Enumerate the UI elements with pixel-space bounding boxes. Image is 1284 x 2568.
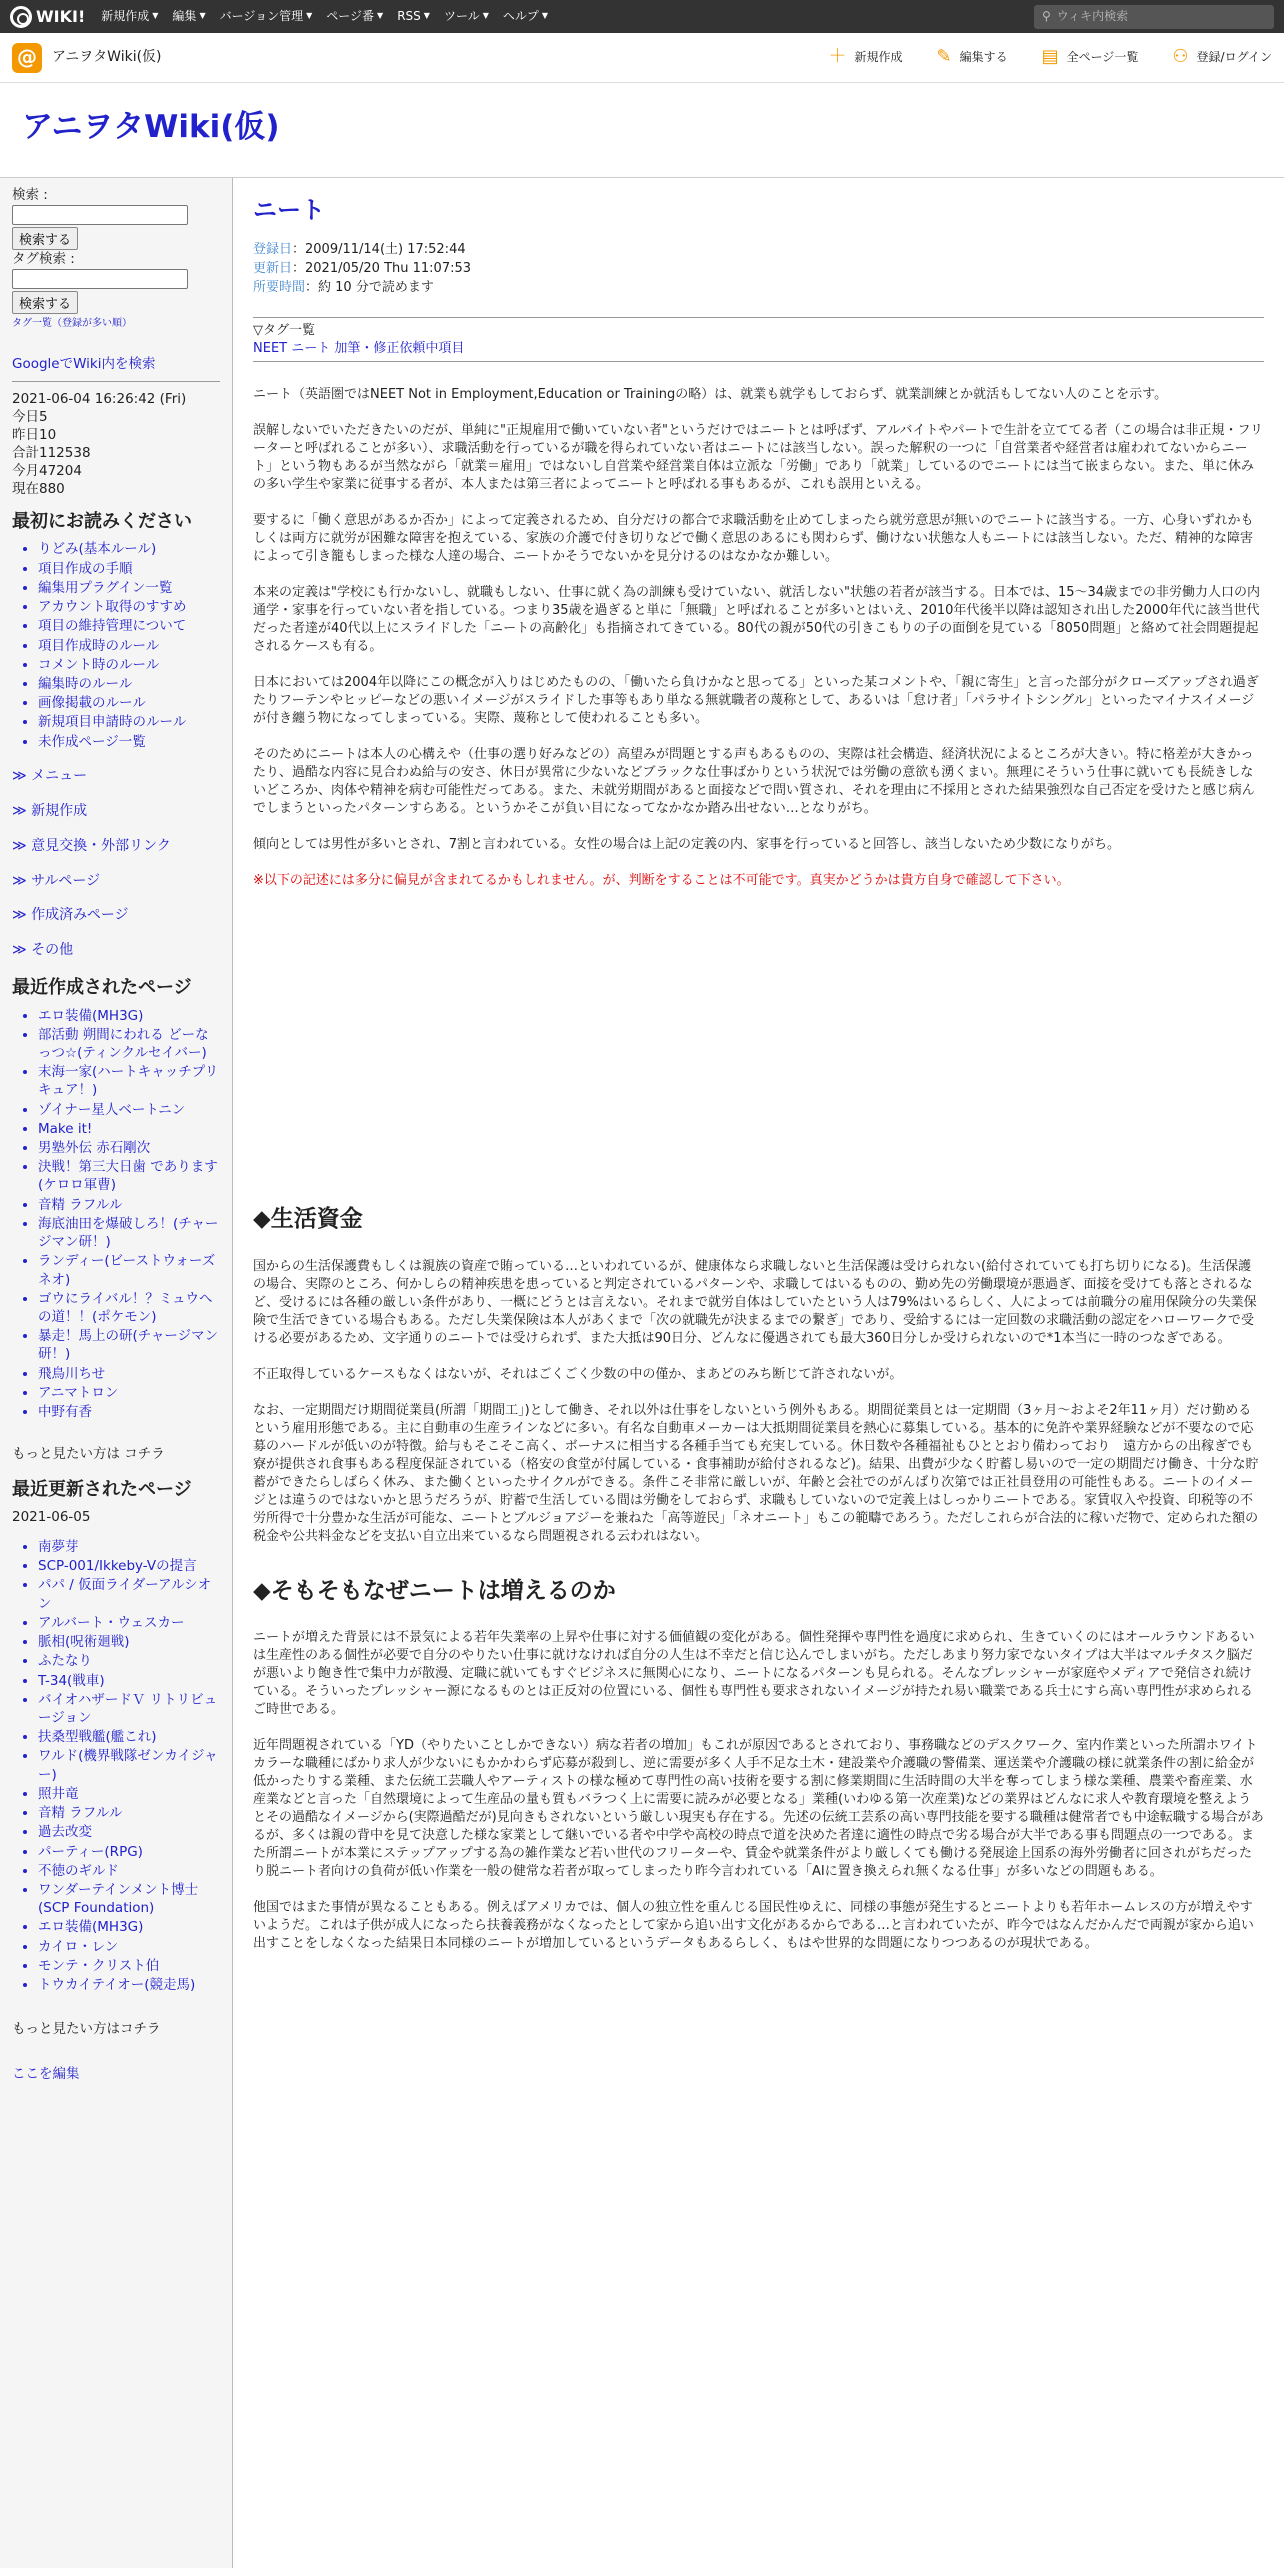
tag-search-button[interactable]: 検索する — [12, 291, 78, 314]
wiki-bar — [0, 33, 1284, 83]
paragraph: 不正取得しているケースもなくはないが、それはごくごく少数の中の僅か、まあどのみち断じて許されないが。 — [253, 1366, 903, 1382]
top-bar — [0, 0, 1284, 33]
first-read-item[interactable]: • 項目作成時のルール — [38, 637, 220, 655]
recent-updated-item[interactable]: • ワルド(機界戦隊ゼンカイジャー) — [38, 1747, 220, 1783]
tag-search-input[interactable] — [12, 269, 188, 289]
recent-updated-item[interactable]: • ワンダーテインメント博士(SCP Foundation) — [38, 1881, 220, 1917]
recent-updated-item[interactable]: • パーティー(RPG) — [38, 1843, 220, 1861]
search-button[interactable]: 検索する — [12, 227, 78, 250]
access-counter: 2021-06-04 16:26:42 (Fri) 今日5 昨日10 合計112538 今月47204 現在880 — [12, 391, 187, 498]
recent-created-item[interactable]: • アニマトロン — [38, 1384, 220, 1402]
edit-here-link[interactable]: ここを編集 — [12, 2065, 80, 2082]
recent-created-item[interactable]: • 飛鳥川ちせ — [38, 1365, 220, 1383]
recent-updated-item[interactable]: • 扶桑型戦艦(艦これ) — [38, 1728, 220, 1746]
recent-created-item[interactable]: • 暴走！馬上の研(チャージマン研！) — [38, 1327, 220, 1363]
tag-links[interactable]: NEET ニート 加筆・修正依頼中項目 — [253, 340, 465, 356]
new-page-button[interactable]: ＋ 新規作成 — [829, 45, 903, 69]
recent-created-item[interactable]: • ランディー(ビーストウォーズネオ) — [38, 1252, 220, 1288]
menu-tools[interactable]: ツール ▼ — [443, 9, 489, 24]
recent-created-item[interactable]: • ゴウにライバル！？ミュウへの道！！(ポケモン) — [38, 1290, 220, 1326]
updated-date: 2021-06-05 — [12, 1508, 91, 1525]
recent-created-item[interactable]: • 決戦！第三大日歯 であります(ケロロ軍曹) — [38, 1158, 220, 1194]
recent-created-item[interactable]: • Make it! — [38, 1120, 220, 1138]
recent-updated-item[interactable]: • アルバート・ウェスカー — [38, 1614, 220, 1632]
first-read-item[interactable]: • 編集時のルール — [38, 675, 220, 693]
section-living-funds: ◆生活資金 — [253, 1206, 363, 1233]
site-header — [0, 83, 1284, 178]
sidebar-search-input[interactable] — [12, 205, 188, 225]
sidebar-section-link[interactable]: ≫ メニュー — [12, 767, 88, 784]
login-button[interactable]: ⚇ 登録/ログイン — [1172, 45, 1272, 69]
first-read-item[interactable]: • 編集用プラグイン一覧 — [38, 579, 220, 597]
edit-button[interactable]: ✎ 編集する — [937, 45, 1008, 69]
recent-updated-item[interactable]: • 照井竜 — [38, 1785, 220, 1803]
page-title: ニート — [253, 196, 325, 224]
recent-updated-item[interactable]: • モンテ・クリスト伯 — [38, 1957, 220, 1975]
recent-updated-list — [38, 1538, 220, 1994]
paragraph: 要するに「働く意思があるか否か」によって定義されるため、自分だけの都合で求職活動を止めてしまったら就労意思が無いのでニートに該当する。一方、心身いずれかもしくは両方に就労が困難な障害を抱えている、家族の介護で付き切りなどで働く意思のあるにも関わらず、働けない状態な人もニートには該当しない。ただ、精神的な障害によって引き籠もしまった様な人達の場合、ニートかそうでないかを見分けるのはなかなか難しい。 — [253, 513, 1254, 565]
recent-created-title: 最近作成されたページ — [12, 977, 192, 999]
search-label: 検索 : — [12, 187, 48, 203]
recent-updated-item[interactable]: • トウカイテイオー(競走馬) — [38, 1976, 220, 1994]
recent-updated-item[interactable]: • T-34(戦車) — [38, 1672, 220, 1690]
recent-updated-item[interactable]: • エロ装備(MH3G) — [38, 1918, 220, 1936]
first-read-item[interactable]: • アカウント取得のすすめ — [38, 598, 220, 616]
all-pages-button[interactable]: ▤ 全ページ一覧 — [1042, 45, 1139, 69]
at-logo-icon — [10, 6, 32, 28]
more-link-2[interactable]: もっと見たい方はコチラ — [12, 2021, 161, 2038]
wiki-name[interactable]: アニヲタWiki(仮) — [52, 49, 162, 66]
paragraph: 傾向としては男性が多いとされ、7割と言われている。女性の場合は上記の定義の内、家事を行っていると回答し、該当しないため少数になりがち。 — [253, 837, 1121, 853]
first-read-item[interactable]: • 項目作成の手順 — [38, 560, 220, 578]
sidebar-section-link[interactable]: ≫ その他 — [12, 942, 74, 959]
menu-help[interactable]: ヘルプ ▼ — [502, 9, 549, 24]
first-read-item[interactable]: • 画像掲載のルール — [38, 694, 220, 712]
paragraph: ※以下の記述には多分に偏見が含まれてるかもしれません。が、判断をすることは不可能です。真実かどうかは貴方自身で確認して下さい。 — [253, 873, 1070, 889]
recent-updated-item[interactable]: • ふたなり — [38, 1652, 220, 1670]
sidebar — [0, 178, 233, 2568]
first-read-item[interactable]: • 未作成ページ一覧 — [38, 733, 220, 751]
recent-created-item[interactable]: • 音精 ラフルル — [38, 1196, 220, 1214]
first-read-item[interactable]: • 項目の維持管理について — [38, 617, 220, 635]
first-read-item[interactable]: • 新規項目申請時のルール — [38, 713, 220, 731]
paragraph: そのためにニートは本人の心構えや（仕事の選り好みなどの）高望みが問題とする声もあるものの、実際は社会構造、経済状況によるところが大きい。特に格差が大きかったり、過酷な内容に見合わぬ給与の安さ、休日が異常に少ないなどブラックな仕事ばかりという状況では労働の意欲も湧くまい。無理にそういう仕事に就いても長続きしないどころか、肉体や精神を病む可能性だってある。また、未就労期間があると面接などで問い質され、それを理由に不採用とされた結果強烈な自己否定を受けたと感じ病んでしまうといったパターンすらある。というかそこが負い目になってなかなか踏み出せない…となりがち。 — [253, 747, 1255, 817]
recent-created-item[interactable]: • エロ装備(MH3G) — [38, 1007, 220, 1025]
wiki-search-input[interactable]: ⚲ ウィキ内検索 — [1034, 5, 1274, 29]
first-read-item[interactable]: • りどみ(基本ルール) — [38, 540, 220, 558]
pencil-icon: ✎ — [936, 46, 952, 68]
recent-created-item[interactable]: • 部活動 朔間にわれる どーなっつ☆(ティンクルセイバー) — [38, 1026, 220, 1062]
recent-updated-item[interactable]: • SCP-001/Ikkeby-Vの提言 — [38, 1557, 220, 1575]
recent-created-item[interactable]: • ゾイナー星人ベートニン — [38, 1101, 220, 1119]
users-icon: ⚇ — [1172, 46, 1189, 68]
sidebar-section-link[interactable]: ≫ サルページ — [12, 872, 101, 889]
recent-created-list — [38, 1007, 220, 1422]
recent-created-item[interactable]: • 海底油田を爆破しろ！(チャージマン研！) — [38, 1215, 220, 1251]
page-content — [233, 178, 1284, 2568]
tags-label: ▽タグ一覧 — [253, 323, 315, 339]
at-wiki-icon[interactable]: @ — [12, 43, 42, 73]
recent-created-item[interactable]: • 末海一家(ハートキャッチプリキュア！) — [38, 1063, 220, 1099]
recent-updated-item[interactable]: • 南夢芽 — [38, 1538, 220, 1556]
sidebar-section-link[interactable]: ≫ 新規作成 — [12, 802, 88, 819]
paragraph: 他国ではまた事情が異なることもある。例えばアメリカでは、個人の独立性を重んじる国民性ゆえに、同様の事態が発生するとニートよりも若年ホームレスの方が増えやすいようだ。これは子供が成人になったら扶養義務がなくなったとして家から追い出す文化があるからである…と言われていたが、昨今ではなんだかんだで両親が家から追い出すことをしなくなった結果日本同様のニートが増加しているというデータもあるらしく、もはや世界的な問題になりつつあるのが現状である。 — [253, 1899, 1254, 1951]
paragraph: ニート（英語圏ではNEET Not in Employment,Education or Trainingの略）は、就業も就学もしておらず、就業訓練とか就活もしてない人のことを示す。 — [253, 387, 1168, 403]
page-meta: 登録日：2009/11/14(土) 17:52:44 更新日：2021/05/20 Thu 11:07:53 所要時間：約 10 分で読めます — [253, 242, 472, 296]
site-title[interactable]: アニヲタWiki(仮) — [22, 109, 280, 145]
menu-new[interactable]: 新規作成 ▼ — [101, 9, 159, 24]
paragraph: 誤解しないでいただきたいのだが、単純に"正規雇用で働いていない者"というだけではニートとは呼ばず、アルバイトやパートで生計を立ててる者（この場合は非正規・フリーターと呼ばれることが多い）、求職活動を行っているが職を得られていない者はニートには該当しない。誤った解釈の一つに「自営業者や経営者は雇われてないからニート」という物もあるが当然ながら「就業＝雇用」ではないし自営業や経営業自体は立派な「労働」であり「就業」しているのでニートには当て嵌まらない。また、単に休みの多い学生や家業に従事する者が、本人または第三者によってニートと呼ばれる事もあるが、これも誤用といえる。 — [253, 423, 1263, 493]
tag-list-link[interactable]: タグ一覧（登録が多い順） — [12, 318, 132, 330]
recent-updated-item[interactable]: • パパ / 仮面ライダーアルシオン — [38, 1576, 220, 1612]
more-link-1[interactable]: もっと見たい方は コチラ — [12, 1446, 165, 1463]
recent-updated-item[interactable]: • 不徳のギルド — [38, 1862, 220, 1880]
recent-created-item[interactable]: • 男塾外伝 赤石剛次 — [38, 1139, 220, 1157]
recent-updated-item[interactable]: • バイオハザードＶ リトリビュージョン — [38, 1691, 220, 1727]
menu-rss[interactable]: RSS ▼ — [397, 9, 430, 24]
wiki-logo[interactable]: WIKI! — [10, 6, 85, 28]
plus-icon: ＋ — [828, 46, 847, 68]
paragraph: 近年問題視されている「YD（やりたいことしかできない）病な若者の増加」もこれが原因であるとされており、事務職などのデスクワーク、室内作業といった所謂ホワイトカラーな職種にばかり求人が少ないにもかかわらず応募が殺到し、逆に需要が多く人手不足な土木・建設業や介護職の警備業、運送業や介護職の様に就業条件の割に給金が低かったりする業種、また伝統工芸職人やアーティストの様な極めて専門性の高い技術を要する割に修業期間に生活時間の大半を奪ってしまう様な業種、農業や畜産業、水産業などと言った「自然環境によって生産品の量も質もバラつく上に需要に読みが必要となる」業種(いわゆる第一次産業)などの業界はどんなに求人や教育環境を整えようとその過酷なイメージから(実際過酷だが)見向きもされないという厳しい現実も存在する。先述の伝統工芸系の高い専門技能を要する職種は健常者でも中途転職する場合があるが、多くは親の背中を見て決意した様な家業として継いでいる者や中学や高校の時点で道を決めた者達に適性の時点で劣る場合が大半である事も問題点の一つである。また所謂ニートが本業にステップアップする為の雑作業など若い世代のフリーターや、賃金や就業条件がより厳しくても働ける発展途上国系の海外労働者に回されがちだったり脱ニート者向けの負荷が低い作業を一般の健常な若者が取ってしまったり昨今言われている「AIに置き換えられ無くなる仕事」が多いなどの問題もある。 — [253, 1737, 1264, 1879]
document-icon: ▤ — [1041, 46, 1059, 68]
tag-search-label: タグ検索 : — [12, 251, 75, 268]
section-why-increase: ◆そもそもなぜニートは増えるのか — [253, 1577, 616, 1604]
menu-version[interactable]: バージョン管理 ▼ — [219, 9, 313, 24]
google-search-link[interactable]: GoogleでWiki内を検索 — [12, 355, 156, 372]
first-read-title: 最初にお読みください — [12, 511, 192, 533]
menu-page[interactable]: ページ番 ▼ — [326, 9, 384, 24]
sidebar-section-link[interactable]: ≫ 意見交換・外部リンク — [12, 837, 171, 854]
recent-updated-title: 最近更新されたページ — [12, 1478, 192, 1500]
recent-created-item[interactable]: • 中野有香 — [38, 1403, 220, 1421]
recent-updated-item[interactable]: • 音精 ラフルル — [38, 1804, 220, 1822]
paragraph: 本来の定義は"学校にも行かないし、就職もしない、仕事に就く為の訓練も受けていない、就活しない"状態の若者が該当する。日本では、15〜34歳までの非労働力人口の内通学・家事を行っていない者を指している。つまり35歳を過ぎると単に「無職」と呼ばれることが多いとはいえ、2010年代後半以降は認知され出した2000年代に該当世代だった者達が40代以上にスライドした「ニートの高齢化」も指摘されてきている。80代の親が50代の引きこもりの子の面倒を見ている「8050問題」と絡めて社会問題提起されるケースも有る。 — [253, 585, 1261, 655]
recent-updated-item[interactable]: • 過去改変 — [38, 1823, 220, 1841]
first-read-item[interactable]: • コメント時のルール — [38, 656, 220, 674]
recent-updated-item[interactable]: • カイロ・レン — [38, 1938, 220, 1956]
search-icon: ⚲ — [1042, 9, 1051, 24]
recent-updated-item[interactable]: • 脈相(呪術廻戦) — [38, 1633, 220, 1651]
sidebar-section-link[interactable]: ≫ 作成済みページ — [12, 907, 129, 924]
paragraph: 日本においては2004年以降にこの概念が入りはじめたものの、「働いたら負けかなと思ってる」といった某コメントや、「親に寄生」と言った部分がクローズアップされ過ぎたりフーテンやヒッピーなどの悪いイメージがスライドした事等もあり単なる無就職者の蔑称として、あるいは「怠け者」「パラサイトシングル」といったマイナスイメージが付き纏う物になってしまっている。実際、蔑称として使われることも多い。 — [253, 675, 1259, 727]
paragraph: なお、一定期間だけ期間従業員(所謂「期間工」)として働き、それ以外は仕事をしないという例外もある。期間従業員とは一定期間（3ヶ月〜およそ2年11ヶ月）だけ勤めるという雇用形態である。主に自動車の生産ラインなどに多い。有名な自動車メーカーは大抵期間従業員を熱心に募集している。基本的に免許や業界経験などが不要なので応募のハードルが低いのが特徴。給与もそこそこ高く、ボーナスに相当する各種手当ても充実している。休日数や各種福祉もひととおり備わっており 遠方からの出稼ぎでも寮が提供され食事もある程度保証されている（格安の食堂が付属している・食事補助が給付されるなど)。結果、出費が少なく貯蓄し易いので一定の期間だけ働き、十分な貯蓄ができたらしばらく休み、また働くといったサイクルができる。条件こそ非常に厳しいが、年齢と会社でのがんばり次第では正社員登用の可能性もある。ニートのイメージとは違うのではないかと思うだろうが、貯蓄で生活している間は労働をしておらず、求職もしていないので定義上はしっかりニートである。家賃収入や投資、印税等の不労所得で十分豊かな生活が可能な、ニートとブルジョアジーを兼ねた「高等遊民」「ネオニート」もこの範疇であろう。ただしこれらが合法的に稼いだ物で、定められた額の税金や公共料金などを支払い自立出来ているなら問題視される云われはない。 — [253, 1402, 1259, 1544]
first-read-list — [38, 540, 220, 750]
menu-edit[interactable]: 編集 ▼ — [172, 9, 206, 24]
paragraph: ニートが増えた背景には不景気による若年失業率の上昇や仕事に対する価値観の変化がある。個性発揮や専門性を過度に求められ、生きていくのにはオールラウンドあるいは生産性のある個性が必要で自分のやりたい仕事に就けなければ自分の人生は不幸だと信じ込んでしまいがち。ただしあまり努力家でないタイプは大半はマルチタスク脳だが悪いより飽き性で集中力が散漫、定職に就いてもすぐビジネスに無関心になり、ニートになるパターンも見られる。そんなプレッシャーが家庭やメディアで発信され続けている。そういったプレッシャー源になるものとは正反対の位置にいる、個性も専門性も要求されないイメージが持たれ易い職業である兵士にすら高い専門性が求められるご時世である。 — [253, 1629, 1255, 1717]
paragraph: 国からの生活保護費もしくは親族の資産で賄っている…といわれているが、健康体なら求職しないと生活保護は受けられない(給付されていても打ち切りになる)。生活保護の場合、実際のところ、何かしらの精神疾患を患っていると判定されているパターンや、求職してはいるものの、勤め先の労働環境が悪過ぎ、面接を受けても落とされるなど、受けるには各種の厳しい条件があり、一概にどうとは言えない。それまで就労自体はしていたという人は79%はいるらしく、人によっては前職分の雇用保険分の失業保険で生活できている場合もある。ただし失業保険は本人があくまで「次の就職先が決まるまでの繋ぎ」であり、受給するには一定回数の求職活動の認定をハローワークで受ける必要があるため、文字通りのニートでは受けられず、また大抵は90日分、どんなに優遇されても最大360日分しか受けられないので*1本当に一時のつなぎである。 — [253, 1258, 1257, 1346]
